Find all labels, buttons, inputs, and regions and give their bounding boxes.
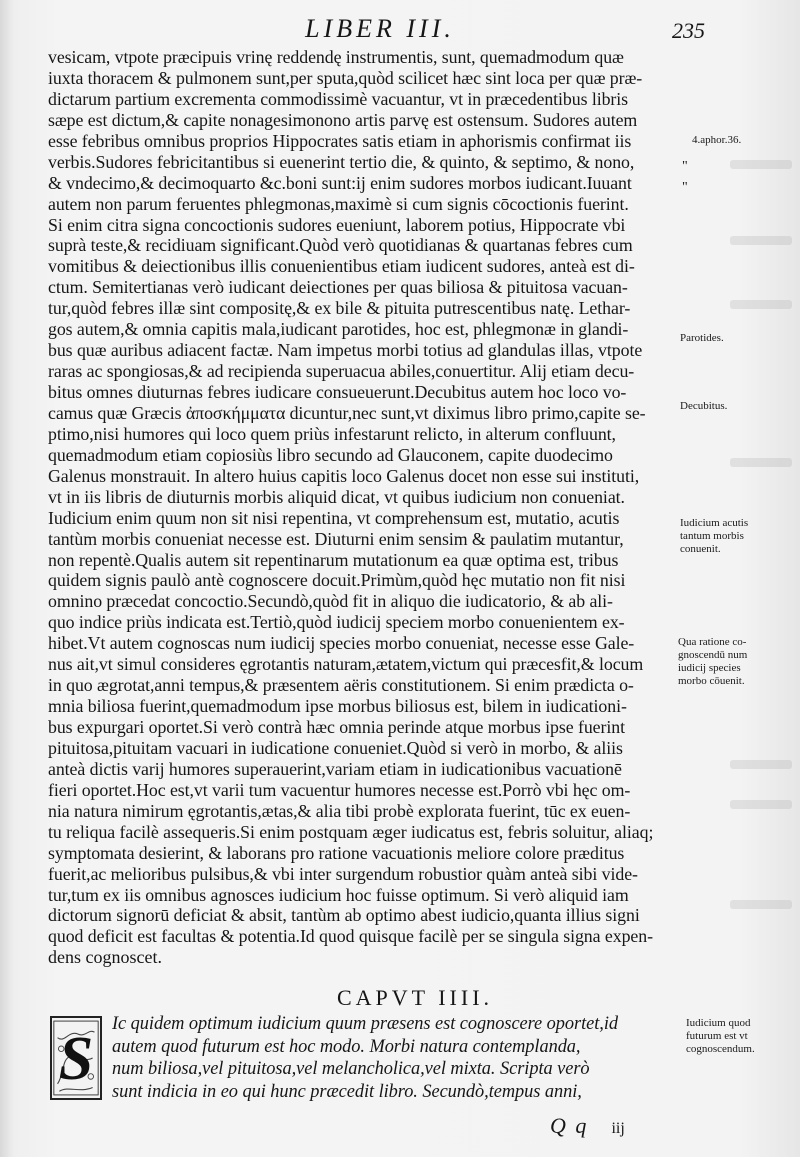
text-line: hibet.Vt autem cognoscas num iudicij species morbo conueniat, necesse esse Gale- (48, 633, 635, 654)
margin-note-decubitus (680, 400, 790, 413)
text-line: & vndecimo,& decimoquarto &c.boni sunt:ij enim sudores morbos iudicant.Iuuant (48, 172, 632, 193)
text-line: dens cognoscet. (48, 947, 162, 968)
bleed-through-mark (730, 900, 792, 909)
bleed-through-mark (730, 300, 792, 309)
margin-quote-mark (682, 160, 792, 173)
chapter-heading (0, 985, 800, 1011)
text-line: nia natura nimirum ęgrotantis,ætas,& alia tibi probè explorata fuerint, tūc ex euen- (48, 800, 631, 821)
text-line: Galenus monstrauit. In altero huius capitis loco Galenus docet non esse sui instituti, (48, 465, 640, 486)
text-line: vt in iis libris de diuturnis morbis aliquid dicat, vt quibus iudicium non conueniat. (48, 486, 625, 507)
folio-mark: iij (611, 1120, 625, 1137)
text-line: fieri oportet.Hoc est,vt varii tum vacuentur humores necesse est.Porrò vbi hęc om- (48, 779, 631, 800)
text-line: vomitibus & deiectionibus illis conuenientibus etiam iudicent sudores, anteà est di- (48, 256, 635, 277)
chapter-text-line: num biliosa,vel pituitosa,vel melancholica,vel mixta. Scripta verò (112, 1059, 590, 1079)
margin-note-line: iudicij species (678, 662, 741, 674)
bleed-through-mark (730, 236, 792, 245)
signature-mark: Q q (550, 1113, 589, 1138)
margin-note-line: Decubitus. (680, 400, 728, 412)
text-line: gos autem,& omnia capitis mala,iudicant parotides, hoc est, phlegmonæ in glandi- (48, 319, 629, 340)
chapter-text-line: sunt indicia in eo qui hunc præcedit libro. Secundò,tempus anni, (112, 1081, 582, 1102)
margin-note-line: morbo cōuenit. (678, 675, 745, 687)
text-line: quidem signis paulò antè cognoscere docuit.Primùm,quòd hęc mutatio non fit nisi (48, 570, 626, 591)
body-text (48, 47, 684, 968)
bleed-through-mark (730, 760, 792, 769)
margin-note-aphorism (692, 134, 800, 147)
text-line: in quo ægrotat,anni tempus,& præsentem aëris constitutionem. Si enim prædicta o- (48, 675, 634, 696)
text-line: ptimo,nisi humores qui loco quem priùs infestarunt relicto, in alterum confluunt, (48, 423, 616, 444)
text-line: suprà teste,& recidiuam significant.Quòd verò quotidianas & quartanas febres cum (48, 235, 633, 256)
text-line: esse febribus omnibus proprios Hippocrates satis etiam in aphorismis confirmat iis (48, 130, 632, 151)
margin-note-line: Qua ratione co- (678, 636, 747, 648)
text-line: symptomata desierint, & laborans pro ratione vacuationis meliore colore præditus (48, 842, 625, 863)
initial-letter: S (58, 1025, 94, 1093)
text-line: pituitosa,pituitam vacuari in iudicatione conueniet.Quòd si verò in morbo, & aliis (48, 737, 623, 758)
bleed-through-mark (730, 800, 792, 809)
text-line: Si enim citra signa concoctionis sudores eueniunt, laborem potius, Hippocrate vbi (48, 214, 626, 235)
text-line: omnino præcedat concoctio.Secundò,quòd fit in aliquo die iudicatorio, & ab ali- (48, 591, 613, 612)
margin-quote-mark (682, 181, 792, 194)
text-line: raras ac spongiosas,& ad recipienda superuacua abiles,conuertitur. Alij etiam decu- (48, 361, 635, 382)
margin-note-line: " (682, 180, 688, 195)
margin-note-line: cognoscendum. (686, 1043, 755, 1055)
text-line: tur,quòd febres illæ sint compositę,& ex bile & pituita putrescentibus natę. Lethar- (48, 298, 631, 319)
margin-note-line: 4.aphor.36. (692, 134, 742, 146)
text-line: verbis.Sudores febricitantibus si euenerint tertio die, & quinto, & septimo, & nono, (48, 151, 635, 172)
text-line: dictarum partium excrementa commodissimè vacuantur, vt in præcedentibus libris (48, 88, 629, 109)
text-line: tu reliqua facilè assequeris.Si enim postquam æger iudicatus est, febris soluitur, aliaq; (48, 821, 654, 842)
text-line: quemadmodum etiam copiosiùs libro secundo ad Glauconem, capite duodecimo (48, 444, 613, 465)
bleed-through-mark (730, 458, 792, 467)
decorated-initial (50, 1016, 102, 1100)
chapter-text (112, 1013, 684, 1103)
text-line: iuxta thoracem & pulmonem sunt,per sputa,quòd scilicet hæc sint loca per quæ præ- (48, 67, 643, 88)
margin-note-line: Iudicium acutis (680, 517, 749, 529)
text-line: bitus omnes diuturnas febres iudicare consueuerunt.Decubitus autem hoc loco vo- (48, 382, 627, 402)
text-line: Iudicium enim quum non sit nisi repentina, vt comprehensum est, mutatio, acutis (48, 507, 620, 528)
page-number: 235 (672, 18, 705, 43)
text-line: dictorum signorū deficiat & absit, tantùm ab optimo abest iudicio,quanta illius signi (48, 905, 640, 926)
chapter-text-line: autem quod futurum est hoc modo. Morbi natura contemplanda, (112, 1036, 581, 1057)
margin-note-line: futurum est vt (686, 1030, 748, 1042)
text-line: camus quæ Græcis ἀποσκήμματα dicuntur,nec sunt,vt diximus libro primo,capite se- (48, 402, 646, 423)
running-head: LIBER III. (305, 14, 455, 43)
text-line: quo indice priùs indicata est.Tertiò,quòd iudicij speciem morbo conuenientem ex- (48, 612, 625, 633)
chapter-text-line: Ic quidem optimum iudicium quum præsens est cognoscere oportet,id (112, 1014, 618, 1034)
text-line: bus quæ auribus adiacent factæ. Nam impetus morbi totius ad glandulas illas, vtpote (48, 340, 643, 361)
margin-note-line: gnoscendū num (678, 649, 748, 661)
text-line: ctum. Semitertianas verò iudicant deiectiones per quas biliosa & pituitosa vacuan- (48, 277, 628, 298)
text-line: fuerit,ac melioribus pulsibus,& vbi inter surgendum robustior quàm anteà sibi vide- (48, 863, 638, 884)
text-line: quod deficit est facultas & potentia.Id quod quisque facilè per se singula signa expen- (48, 926, 653, 947)
text-line: non repentè.Qualis autem sit repentinarum mutationum ea quæ optima est, tribus (48, 549, 619, 570)
margin-note-line: conuenit. (680, 543, 721, 555)
text-line: autem non parum feruentes phlegmonas,maximè si cum signis cōcoctionis fuerint. (48, 193, 629, 214)
text-line: tantùm morbis conueniat necesse est. Diuturni enim sensim & paulatim mutantur, (48, 528, 624, 549)
text-line: vesicam, vtpote præcipuis vrinę reddendę instrumentis, sunt, quemadmodum quæ (48, 47, 624, 67)
margin-note-qua-ratione (678, 636, 788, 688)
text-line: mnia biliosa fuerint,quemadmodum ipse morbus biliosus est, bilem in iudicationi- (48, 696, 627, 717)
margin-note-iudicium-acutis (680, 517, 790, 556)
margin-note-line: Iudicium quod (686, 1017, 751, 1029)
footer (550, 1113, 710, 1139)
chapter-heading-text: CAPVT IIII. (336, 985, 494, 1010)
text-line: nus ait,vt simul consideres ęgrotantis naturam,ætatem,victum qui præcesfit,& locum (48, 654, 644, 675)
text-line: bus expurgari oportet.Si verò contrà hæc omnia perinde atque morbus ipse fuerint (48, 717, 625, 737)
margin-note-iudicium-futurum (686, 1017, 796, 1056)
margin-note-parotides (680, 332, 790, 345)
margin-note-line: " (682, 159, 688, 174)
margin-note-line: tantum morbis (680, 530, 744, 542)
text-line: sæpe est dictum,& capite nonagesimonono artis parvę est ostensum. Sudores autem (48, 109, 638, 130)
text-line: tur,tum ex iis omnibus agnosces iudicium hoc fuisse optimum. Si verò aliquid iam (48, 884, 629, 905)
margin-note-line: Parotides. (680, 332, 724, 344)
text-line: anteà dictis varij humores superauerint,variam etiam in iudicationibus vacuationē (48, 758, 622, 779)
